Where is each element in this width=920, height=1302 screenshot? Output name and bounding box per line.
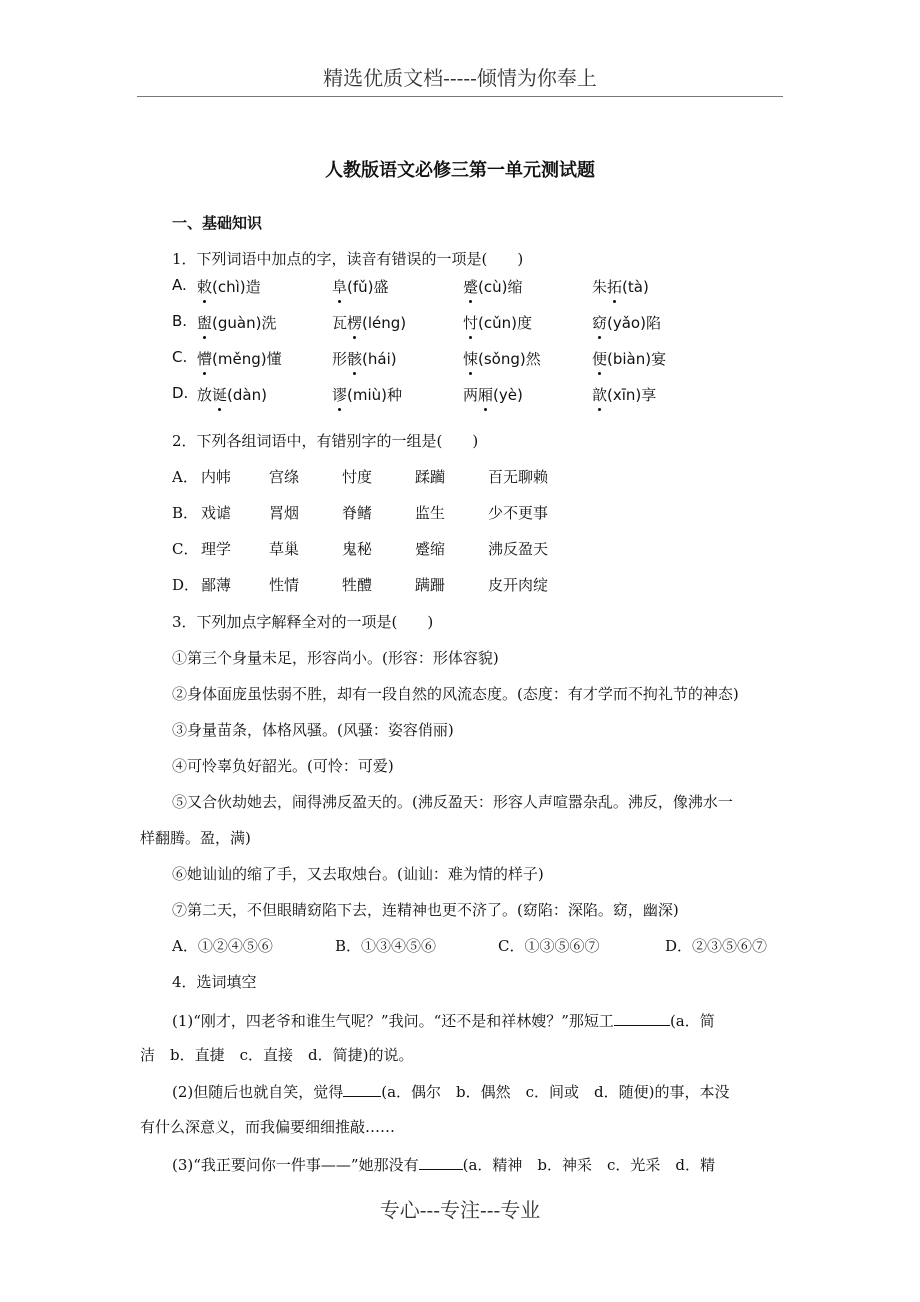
dotted-character: 厢 bbox=[478, 386, 494, 404]
q4-part2-choices: (a．偶尔 b．偶然 c．间或 d．随便)的事，本没 bbox=[381, 1083, 730, 1101]
q2-word: 蹒跚 bbox=[415, 576, 446, 594]
q3-item: ⑦第二天，不但眼睛窈陷下去，连精神也更不济了。(窈陷：深陷。窈，幽深) bbox=[172, 901, 679, 919]
q3-item-continued: 样翻腾。盈，满) bbox=[140, 829, 251, 847]
fill-in-blank bbox=[614, 1011, 670, 1026]
q2-word: 忖度 bbox=[342, 468, 373, 486]
dotted-character: 盥 bbox=[197, 314, 213, 332]
pinyin-suffix: (tà) bbox=[622, 278, 649, 296]
dotted-character: 忖 bbox=[463, 314, 479, 332]
section-heading: 一、基础知识 bbox=[172, 214, 263, 232]
pinyin-suffix: (miù)种 bbox=[347, 386, 403, 404]
q2-word: 脊鳍 bbox=[342, 504, 373, 522]
q2-word: 鄙薄 bbox=[201, 576, 232, 594]
q2-option-label: C． bbox=[172, 540, 199, 558]
q1-word bbox=[592, 312, 661, 333]
q3-item: ④可怜辜负好韶光。(可怜：可爱) bbox=[172, 757, 394, 775]
pinyin-suffix: (xīn)享 bbox=[607, 386, 657, 404]
page-footer: 专心---专注---专业 bbox=[379, 1198, 541, 1222]
q2-stem: 2．下列各组词语中，有错别字的一组是( ) bbox=[172, 432, 479, 450]
q3-item: ⑥她讪讪的缩了手，又去取烛台。(讪讪：难为情的样子) bbox=[172, 865, 544, 883]
q2-word: 蹙缩 bbox=[415, 540, 446, 558]
q3-item: ②身体面庞虽怯弱不胜，却有一段自然的风流态度。(态度：有才学而不拘礼节的神态) bbox=[172, 685, 739, 703]
q2-word: 沸反盈天 bbox=[488, 540, 549, 558]
q1-word bbox=[197, 384, 267, 405]
pinyin-suffix: (biàn)宴 bbox=[607, 350, 667, 368]
pinyin-suffix: (guàn)洗 bbox=[212, 314, 277, 332]
q4-part1-choices: (a．简 bbox=[669, 1012, 715, 1030]
dotted-character: 蹙 bbox=[463, 278, 479, 296]
q2-word: 宫绦 bbox=[269, 468, 300, 486]
pinyin-suffix: (yǎo)陷 bbox=[607, 314, 661, 332]
q1-word bbox=[332, 276, 389, 297]
pinyin-suffix: (chì)造 bbox=[212, 278, 261, 296]
q4-part2-continued: 有什么深意义，而我偏要细细推敲…… bbox=[140, 1118, 396, 1136]
q1-word bbox=[463, 348, 541, 369]
q2-word: 理学 bbox=[201, 540, 232, 558]
q4-part1-text: (1)“刚才，四老爷和谁生气呢？”我问。“还不是和祥林嫂？”那短工 bbox=[172, 1012, 614, 1030]
q2-word: 性情 bbox=[269, 576, 300, 594]
pinyin-suffix: (yè) bbox=[493, 386, 523, 404]
pinyin-suffix: (cǔn)度 bbox=[478, 314, 532, 332]
q2-word: 皮开肉绽 bbox=[488, 576, 549, 594]
q3-option-b: B．①③④⑤⑥ bbox=[335, 937, 437, 955]
q1-word bbox=[332, 312, 406, 333]
q4-stem: 4．选词填空 bbox=[172, 973, 257, 991]
q2-word: 监生 bbox=[415, 504, 446, 522]
word-prefix: 形 bbox=[332, 350, 348, 368]
document-title: 人教版语文必修三第一单元测试题 bbox=[325, 160, 595, 181]
dotted-character: 歆 bbox=[592, 386, 608, 404]
q3-option-a: A．①②④⑤⑥ bbox=[172, 937, 273, 955]
q1-word bbox=[332, 384, 402, 405]
q3-item: ⑤又合伙劫她去，闹得沸反盈天的。(沸反盈天：形容人声喧嚣杂乱。沸反，像沸水一 bbox=[172, 793, 733, 811]
pinyin-suffix: (cù)缩 bbox=[478, 278, 523, 296]
dotted-character: 懵 bbox=[197, 350, 213, 368]
q2-word: 罥烟 bbox=[269, 504, 300, 522]
q1-word bbox=[463, 312, 532, 333]
q1-word bbox=[197, 348, 282, 369]
dotted-character: 诞 bbox=[212, 386, 228, 404]
dotted-character: 阜 bbox=[332, 278, 348, 296]
q2-word: 少不更事 bbox=[488, 504, 549, 522]
pinyin-suffix: (měng)懂 bbox=[212, 350, 282, 368]
q1-word bbox=[592, 384, 656, 405]
dotted-character: 楞 bbox=[347, 314, 363, 332]
q1-word bbox=[463, 384, 523, 405]
q2-option-label: A． bbox=[172, 468, 198, 486]
dotted-character: 悚 bbox=[463, 350, 479, 368]
word-prefix: 瓦 bbox=[332, 314, 348, 332]
word-prefix: 朱 bbox=[592, 278, 608, 296]
q2-word: 牲醴 bbox=[342, 576, 373, 594]
dotted-character: 窈 bbox=[592, 314, 608, 332]
q3-option-c: C．①③⑤⑥⑦ bbox=[498, 937, 600, 955]
pinyin-suffix: (hái) bbox=[362, 350, 397, 368]
pinyin-suffix: (fǔ)盛 bbox=[347, 278, 389, 296]
q4-part3-text: (3)“我正要问你一件事——”她那没有 bbox=[172, 1156, 419, 1174]
q2-word: 百无聊赖 bbox=[488, 468, 549, 486]
q2-option-label: D． bbox=[172, 576, 200, 594]
dotted-character: 敕 bbox=[197, 278, 213, 296]
q3-item: ③身量苗条，体格风骚。(风骚：姿容俏丽) bbox=[172, 721, 454, 739]
q4-part1 bbox=[172, 1010, 715, 1031]
q4-part3 bbox=[172, 1154, 715, 1175]
q2-option-label: B． bbox=[172, 504, 199, 522]
pinyin-suffix: (dàn) bbox=[227, 386, 267, 404]
fill-in-blank bbox=[343, 1082, 381, 1097]
word-prefix: 两 bbox=[463, 386, 479, 404]
q1-word bbox=[592, 348, 666, 369]
q1-word bbox=[592, 276, 649, 297]
q2-word: 蹂躏 bbox=[415, 468, 446, 486]
dotted-character: 便 bbox=[592, 350, 608, 368]
q3-option-d: D．②③⑤⑥⑦ bbox=[665, 937, 768, 955]
fill-in-blank bbox=[419, 1155, 463, 1170]
q4-part2 bbox=[172, 1081, 730, 1102]
q4-part3-choices: (a．精神 b．神采 c．光采 d．精 bbox=[462, 1156, 715, 1174]
q1-option-label: A. bbox=[172, 276, 187, 294]
dotted-character: 拓 bbox=[607, 278, 623, 296]
header-rule bbox=[137, 96, 783, 97]
q1-word bbox=[332, 348, 397, 369]
word-prefix: 放 bbox=[197, 386, 213, 404]
q1-stem: 1．下列词语中加点的字，读音有错误的一项是( ) bbox=[172, 250, 524, 268]
q3-item: ①第三个身量未足，形容尚小。(形容：形体容貌) bbox=[172, 649, 499, 667]
dotted-character: 谬 bbox=[332, 386, 348, 404]
q2-word: 草巢 bbox=[269, 540, 300, 558]
q1-option-label: B. bbox=[172, 312, 188, 330]
pinyin-suffix: (léng) bbox=[362, 314, 407, 332]
q2-word: 内帏 bbox=[201, 468, 232, 486]
q1-word bbox=[197, 276, 261, 297]
q3-stem: 3．下列加点字解释全对的一项是( ) bbox=[172, 613, 434, 631]
q4-part1-continued: 洁 b．直捷 c．直接 d．简捷)的说。 bbox=[140, 1046, 414, 1064]
dotted-character: 骸 bbox=[347, 350, 363, 368]
q1-word bbox=[197, 312, 276, 333]
q1-option-label: C. bbox=[172, 348, 188, 366]
q4-part2-text: (2)但随后也就自笑，觉得 bbox=[172, 1083, 344, 1101]
pinyin-suffix: (sǒng)然 bbox=[478, 350, 541, 368]
q1-option-label: D. bbox=[172, 384, 189, 402]
q2-word: 戏谑 bbox=[201, 504, 232, 522]
q1-word bbox=[463, 276, 522, 297]
page-header: 精选优质文档-----倾情为你奉上 bbox=[323, 66, 597, 90]
q2-word: 鬼秘 bbox=[342, 540, 373, 558]
